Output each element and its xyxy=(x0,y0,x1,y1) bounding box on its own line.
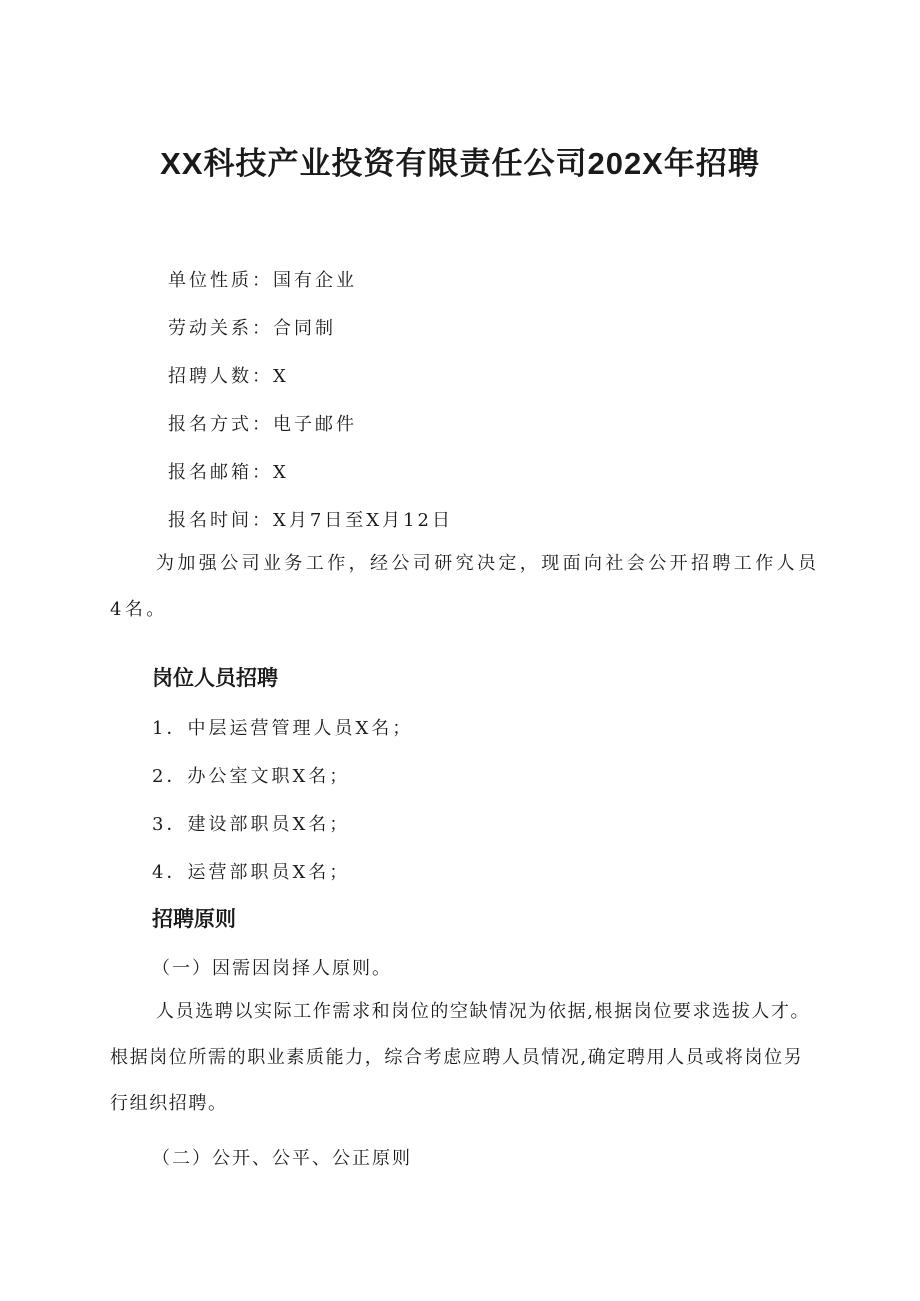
position-item: 3．建设部职员X名； xyxy=(152,814,351,835)
document-title: XX科技产业投资有限责任公司202X年招聘 xyxy=(160,146,760,181)
position-item: 2．办公室文职X名； xyxy=(152,766,351,787)
principle-1-title: （一）因需因岗择人原则。 xyxy=(152,958,392,979)
position-item: 4．运营部职员X名； xyxy=(152,862,351,883)
section-heading-positions: 岗位人员招聘 xyxy=(152,666,278,690)
info-application-email: 报名邮箱：X xyxy=(168,462,289,483)
intro-paragraph xyxy=(110,541,820,633)
info-labor-relation: 劳动关系：合同制 xyxy=(168,318,336,339)
position-item: 1．中层运营管理人员X名； xyxy=(152,718,414,739)
principle-1-body xyxy=(110,989,820,1127)
info-application-period: 报名时间：X月7日至X月12日 xyxy=(168,510,453,531)
principle-1-text: 人员选聘以实际工作需求和岗位的空缺情况为依据,根据岗位要求选拔人才。根据岗位所需的职业素质能力，综合考虑应聘人员情况,确定聘用人员或将岗位另行组织招聘。 xyxy=(110,1001,811,1114)
intro-text: 为加强公司业务工作，经公司研究决定，现面向社会公开招聘工作人员4名。 xyxy=(110,553,820,620)
info-headcount: 招聘人数：X xyxy=(168,366,289,387)
principle-2-title: （二）公开、公平、公正原则 xyxy=(152,1148,412,1169)
info-application-method: 报名方式：电子邮件 xyxy=(168,414,357,435)
section-heading-principles: 招聘原则 xyxy=(152,907,236,931)
info-unit-nature: 单位性质：国有企业 xyxy=(168,270,357,291)
